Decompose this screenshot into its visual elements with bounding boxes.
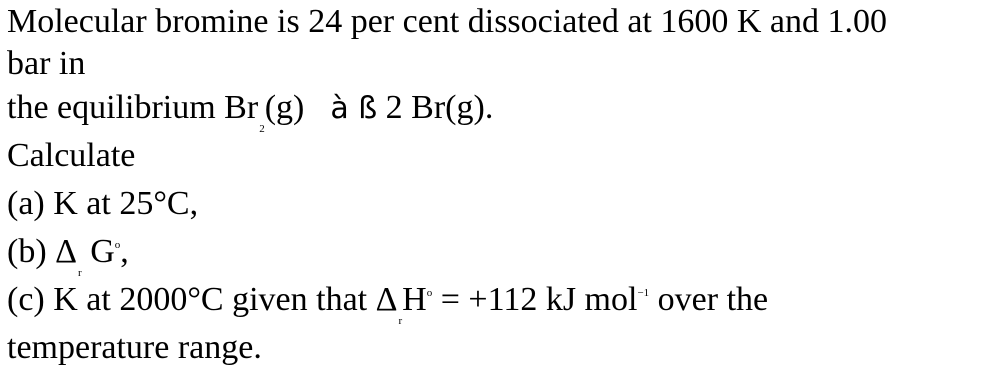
part-b-symbol: G xyxy=(81,233,115,270)
part-a: (a) K at 25°C, xyxy=(7,185,199,222)
part-c-exponent: −1 xyxy=(637,287,650,299)
equilibrium-product: 2 Br(g). xyxy=(377,89,494,126)
part-c-prefix: (c) K at 2000°C given that Δ xyxy=(7,281,398,318)
equilibrium-prefix: the equilibrium Br xyxy=(7,89,259,126)
part-c-subscript: r xyxy=(398,315,403,327)
equilibrium-state: (g) xyxy=(264,89,305,126)
bromine-subscript: 2 xyxy=(259,123,265,135)
part-b-subscript: r xyxy=(78,267,82,279)
part-c-value: = +112 kJ mol xyxy=(432,281,638,318)
part-b-superscript: o xyxy=(114,239,121,251)
part-c-suffix: over the xyxy=(649,281,769,318)
part-c-superscript: o xyxy=(426,287,433,299)
problem-last-line: temperature range. xyxy=(7,329,262,366)
calculate-line: Calculate xyxy=(7,137,136,174)
problem-line-2: bar in xyxy=(7,45,86,82)
problem-text xyxy=(7,0,987,372)
problem-line-1: Molecular bromine is 24 per cent dissociated at 1600 K and 1.00 xyxy=(7,3,887,40)
part-c xyxy=(7,276,987,327)
equilibrium-line xyxy=(7,84,987,135)
part-b-prefix: (b) Δ xyxy=(7,233,78,270)
part-c-symbol: H xyxy=(402,281,427,318)
part-b-suffix: , xyxy=(120,233,129,270)
part-b xyxy=(7,228,987,279)
equilibrium-arrows: à ß xyxy=(330,91,378,126)
